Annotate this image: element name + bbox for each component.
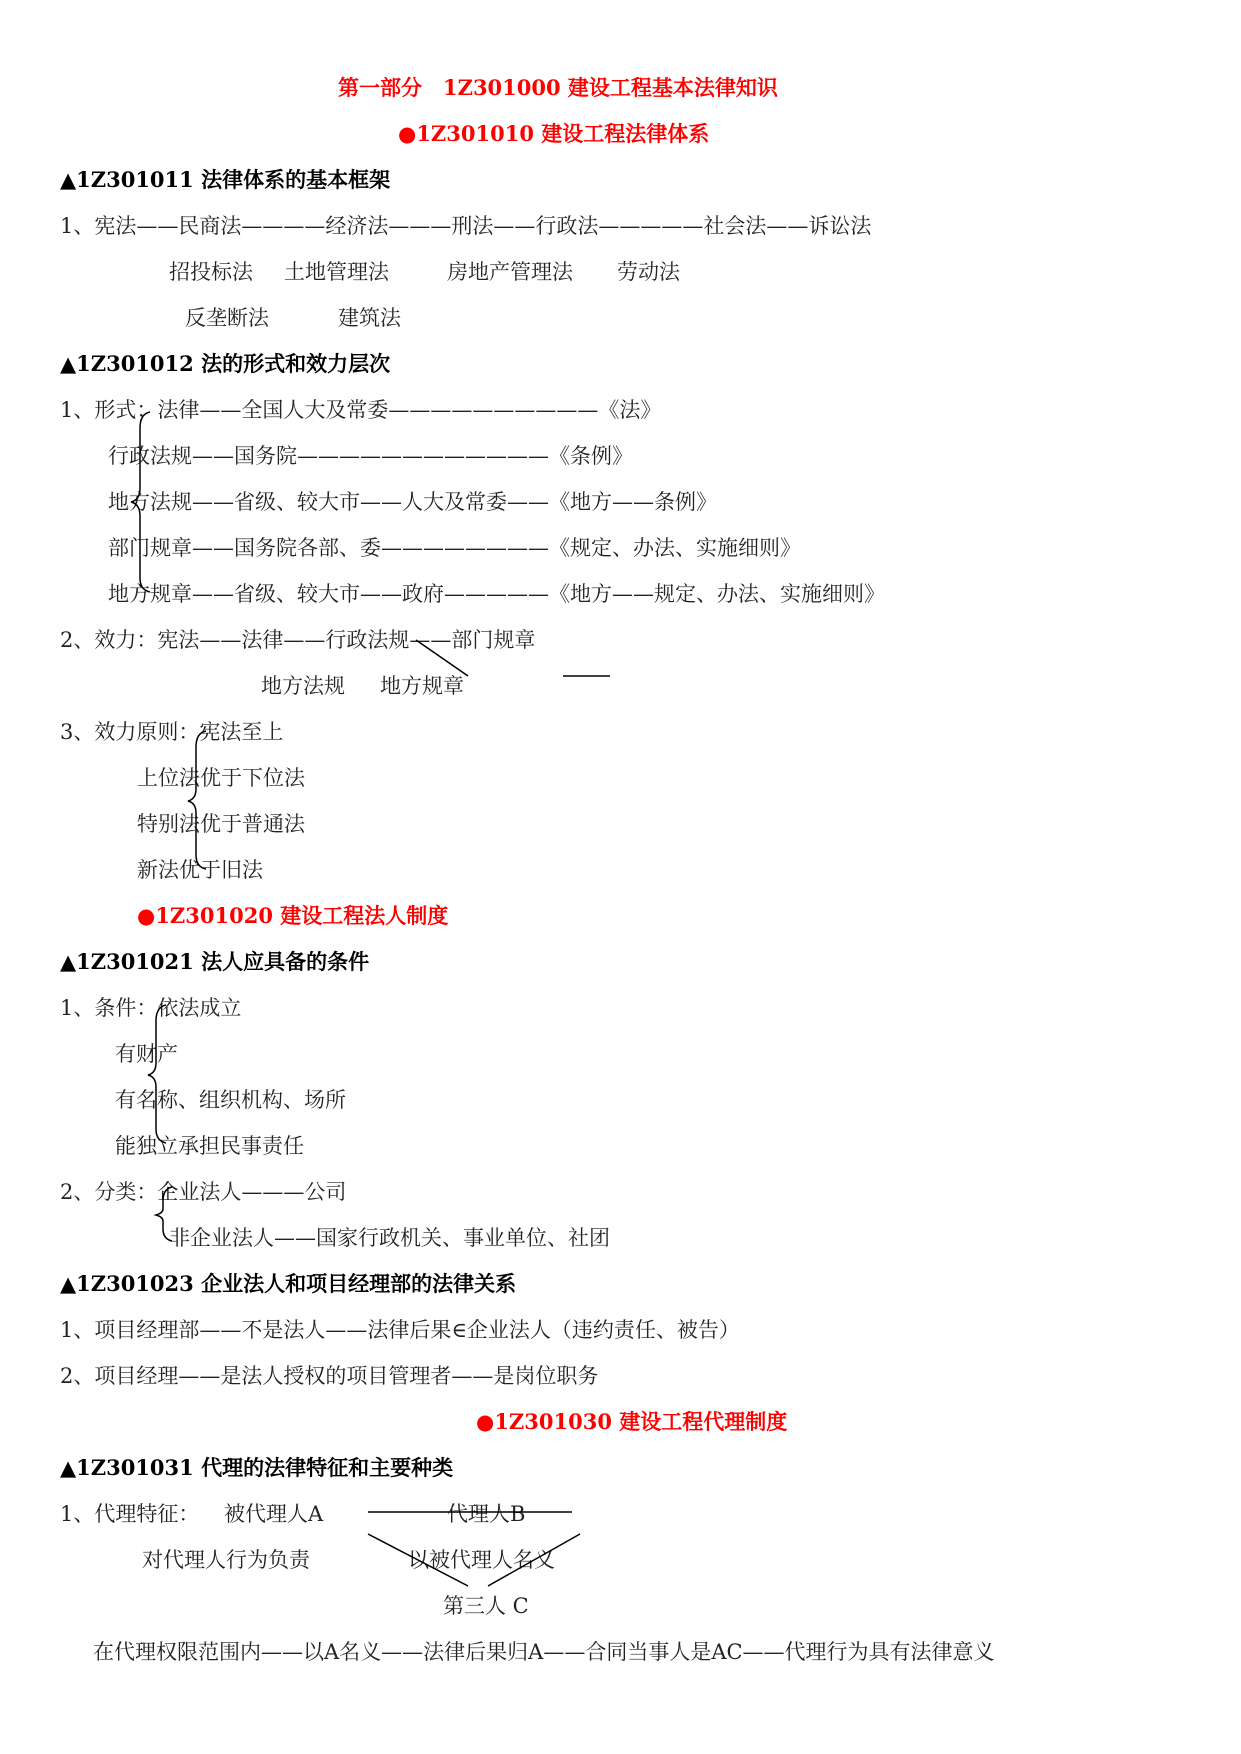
form-line: 地方规章——省级、较大市——政府—————《地方——规定、办法、实施细则》 [108, 582, 885, 606]
form-line: 部门规章——国务院各部、委————————《规定、办法、实施细则》 [108, 536, 801, 560]
principal-a: 被代理人A [224, 1502, 324, 1526]
brace-types [156, 1187, 172, 1241]
law-item: 房地产管理法 [447, 260, 573, 284]
principle-line: 新法优于旧法 [137, 858, 263, 882]
agency-left-line [368, 1534, 468, 1586]
agent-b: 代理人B [447, 1502, 526, 1526]
effect-item: 地方法规 [261, 674, 345, 698]
topic-heading-1012: ▲1Z301012 法的形式和效力层次 [60, 351, 391, 376]
law-item: 土地管理法 [284, 260, 389, 284]
effect-item: 地方规章 [380, 674, 464, 698]
brace-forms [131, 412, 150, 592]
type-line: 2、分类：企业法人———公司 [60, 1180, 347, 1204]
form-line: 行政法规——国务院————————————《条例》 [108, 444, 633, 468]
law-item: 反垄断法 [185, 306, 269, 330]
condition-line: 能独立承担民事责任 [115, 1134, 304, 1158]
topic-heading-1031: ▲1Z301031 代理的法律特征和主要种类 [60, 1455, 454, 1480]
condition-line: 有名称、组织机构、场所 [115, 1088, 346, 1112]
principal-note: 对代理人行为负责 [142, 1548, 310, 1572]
effect-branch-line [416, 640, 468, 676]
third-party-c: 第三人 C [443, 1594, 529, 1618]
section-heading-1020: ●1Z301020 建设工程法人制度 [137, 903, 449, 928]
form-line: 地方法规——省级、较大市——人大及常委——《地方——条例》 [108, 490, 717, 514]
brace-principles [188, 731, 206, 869]
relation-line: 1、项目经理部——不是法人——法律后果∈企业法人（违约责任、被告） [60, 1318, 740, 1342]
law-item: 招投标法 [169, 260, 253, 284]
brace-conditions [148, 1005, 166, 1143]
principle-line: 上位法优于下位法 [137, 766, 305, 790]
agency-summary: 在代理权限范围内——以A名义——法律后果归A——合同当事人是AC——代理行为具有法律意义 [93, 1640, 995, 1664]
agency-label: 1、代理特征： [60, 1502, 200, 1526]
relation-line: 2、项目经理——是法人授权的项目管理者——是岗位职务 [60, 1364, 599, 1388]
agent-note: 以被代理人名义 [408, 1548, 555, 1572]
condition-line: 有财产 [115, 1042, 178, 1066]
condition-line: 1、条件：依法成立 [60, 996, 242, 1020]
topic-heading-1011: ▲1Z301011 法律体系的基本框架 [60, 167, 391, 192]
form-line: 1、形式：法律——全国人大及常委——————————《法》 [60, 398, 662, 422]
effect-line: 2、效力：宪法——法律——行政法规——部门规章 [60, 628, 536, 652]
law-system-line: 1、宪法——民商法————经济法———刑法——行政法—————社会法——诉讼法 [60, 214, 872, 238]
topic-heading-1021: ▲1Z301021 法人应具备的条件 [60, 949, 370, 974]
type-line: 非企业法人——国家行政机关、事业单位、社团 [169, 1226, 610, 1250]
section-heading-1010: ●1Z301010 建设工程法律体系 [398, 121, 710, 146]
document-title: 第一部分 1Z301000 建设工程基本法律知识 [338, 75, 778, 100]
topic-heading-1023: ▲1Z301023 企业法人和项目经理部的法律关系 [60, 1271, 517, 1296]
section-heading-1030: ●1Z301030 建设工程代理制度 [476, 1409, 788, 1434]
law-item: 建筑法 [338, 306, 401, 330]
agency-right-line [488, 1534, 580, 1586]
law-item: 劳动法 [617, 260, 680, 284]
principle-line: 特别法优于普通法 [137, 812, 305, 836]
principle-line: 3、效力原则：宪法至上 [60, 720, 284, 744]
